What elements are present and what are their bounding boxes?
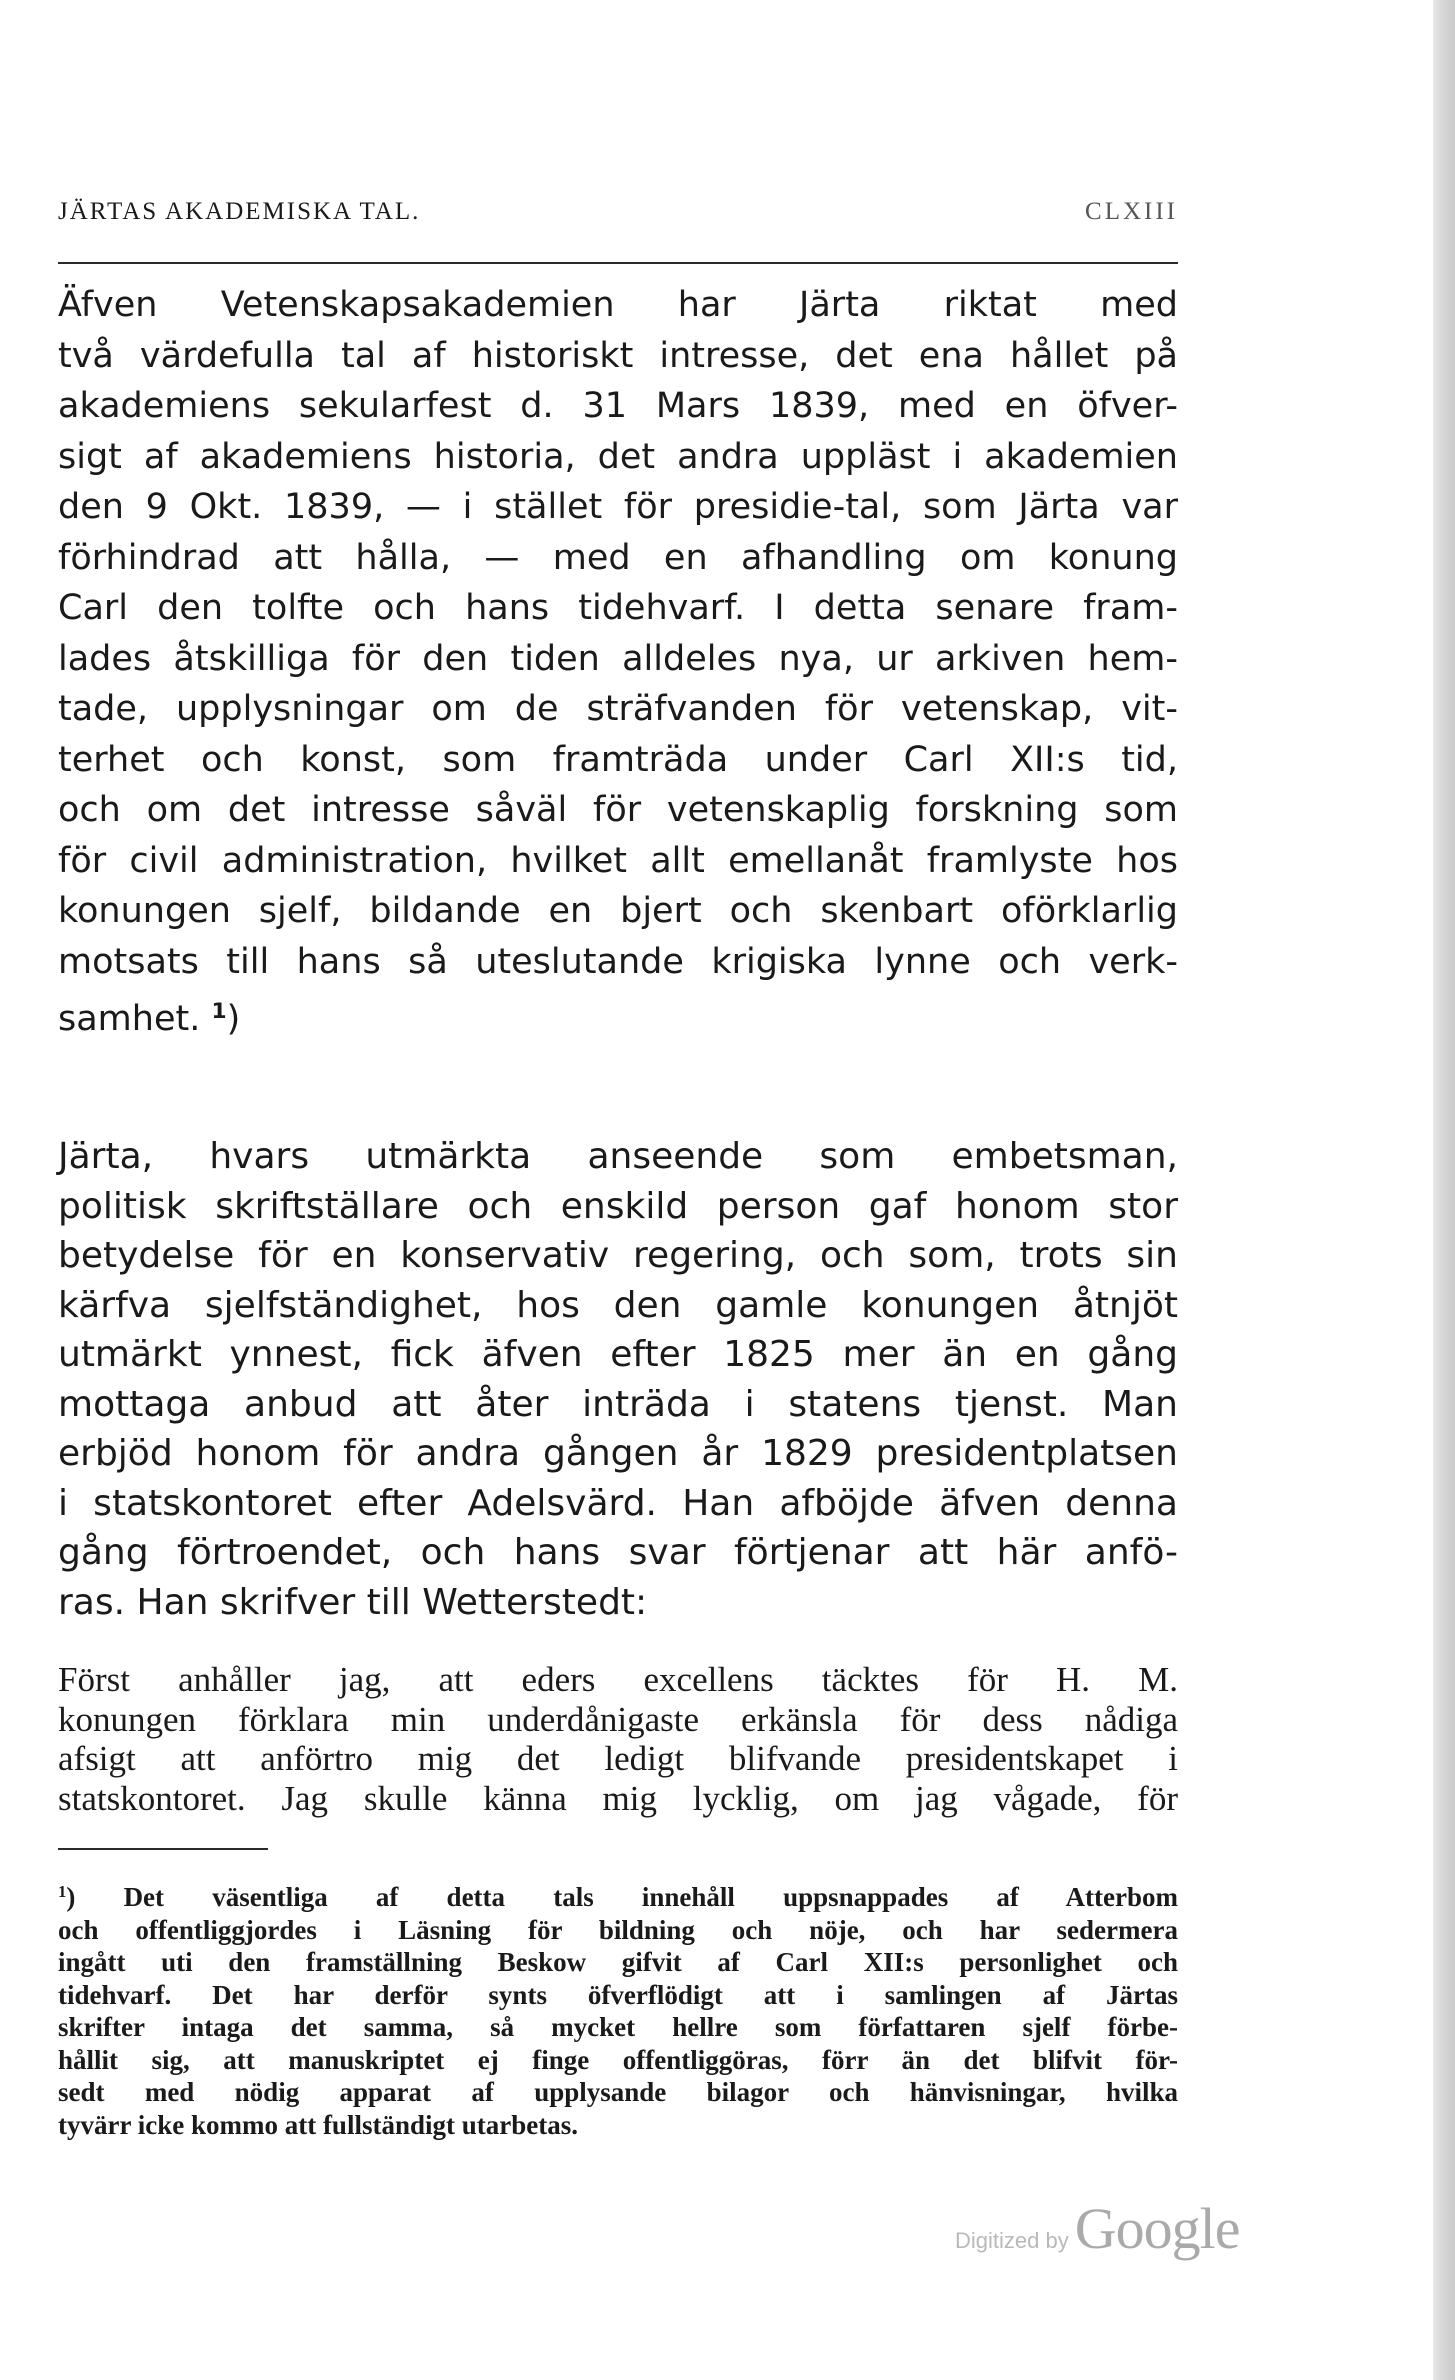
text-line: två värdefulla tal af historiskt intresse, det ena hållet på [58,335,1178,376]
footnote-rule [58,1848,268,1850]
text-line: gång förtroendet, och hans svar förtjenar att här anfö- [58,1532,1178,1573]
digitized-by-label: Digitized by [955,2228,1069,2253]
text-line: förhindrad att hålla, — med en afhandling om konung [58,537,1178,578]
paragraph-1 [58,280,1178,1044]
footnote-reference-paren: ) [226,998,241,1039]
text-line: sigt af akademiens historia, det andra uppläst i akademien [58,436,1178,477]
paragraph-2 [58,1132,1178,1627]
text-line: Järta, hvars utmärkta anseende som embetsman, [58,1136,1178,1177]
footnote-first-text: Det väsentliga af detta tals innehåll uppsnappades af Atterbom [123,1882,1179,1913]
footnote-line: sedt med nödig apparat af upplysande bilagor och hänvisningar, hvilka [58,2077,1178,2108]
google-logo: Google [1074,2196,1240,2261]
footnote-marker-paren: ) [66,1882,76,1913]
footnote-line: och offentliggjordes i Läsning för bildning och nöje, och har sedermera [58,1914,1178,1945]
footnote-line-last: tyvärr icke kommo att fullständigt utarbetas. [58,2109,578,2140]
page-number: CLXIII [1085,198,1178,225]
text-line: akademiens sekularfest d. 31 Mars 1839, med en öfver- [58,386,1178,426]
footnote [58,1876,1178,2141]
block-quote [58,1660,1178,1818]
running-header [58,198,1178,226]
footnote-line: hållit sig, att manuskriptet ej finge offentliggöras, förr än det blifvit för- [58,2044,1178,2075]
text-line: den 9 Okt. 1839, — i stället för presidie-tal, som Järta var [58,487,1178,527]
text-line: konungen sjelf, bildande en bjert och skenbart oförklarlig [58,891,1178,931]
quote-line: afsigt att anförtro mig det ledigt blifvande presidentskapet i [58,1739,1178,1778]
text-line: erbjöd honom för andra gången år 1829 presidentplatsen [58,1433,1178,1474]
last-line-text: samhet. [58,998,201,1039]
text-line: mottaga anbud att åter inträda i statens tjenst. Man [58,1383,1178,1425]
text-line: utmärkt ynnest, fick äfven efter 1825 mer än en gång [58,1334,1178,1375]
page-edge-shadow [1433,0,1455,2380]
text-line: Carl den tolfte och hans tidehvarf. I detta senare fram- [58,588,1178,628]
footnote-line-first [58,1876,1178,1914]
quote-line: statskontoret. Jag skulle känna mig lycklig, om jag vågade, för [58,1778,1178,1818]
text-line: för civil administration, hvilket allt emellanåt framlyste hos [58,840,1178,881]
footnote-line: ingått uti den framställning Beskow gifvit af Carl XII:s personlighet och [58,1947,1178,1978]
footnote-marker: 1 [58,1882,67,1901]
text-line: terhet och konst, som framträda under Carl XII:s tid, [58,739,1178,780]
header-rule [58,262,1178,264]
text-line-last: ras. Han skrifver till Wetterstedt: [58,1581,648,1623]
footnote-reference[interactable]: 1 [211,999,227,1024]
text-line: motsats till hans så uteslutande krigiska lynne och verk- [58,941,1178,982]
footnote-line: tidehvarf. Det har derför synts öfverflödigt att i samlingen af Järtas [58,1979,1178,2010]
text-line: politisk skriftställare och enskild person gaf honom stor [58,1185,1178,1227]
text-line-last [58,987,1178,1044]
text-line: kärfva sjelfständighet, hos den gamle konungen åtnjöt [58,1284,1178,1326]
running-title: JÄRTAS AKADEMISKA TAL. [58,198,421,225]
text-line: betydelse för en konservativ regering, och som, trots sin [58,1235,1178,1276]
text-line: lades åtskilliga för den tiden alldeles nya, ur arkiven hem- [58,638,1178,679]
text-line: i statskontoret efter Adelsvärd. Han afböjde äfven denna [58,1482,1178,1524]
quote-line: Först anhåller jag, att eders excellens täcktes för H. M. [58,1660,1178,1699]
digitized-by-watermark [955,2195,1239,2262]
quote-line: konungen förklara min underdånigaste erkänsla för dess nådiga [58,1699,1178,1739]
text-line: Äfven Vetenskapsakademien har Järta riktat med [58,285,1178,325]
text-line: och om det intresse såväl för vetenskaplig forskning som [58,790,1178,830]
text-line: tade, upplysningar om de sträfvanden för vetenskap, vit- [58,689,1178,729]
footnote-line: skrifter intaga det samma, så mycket hellre som författaren sjelf förbe- [58,2012,1178,2043]
